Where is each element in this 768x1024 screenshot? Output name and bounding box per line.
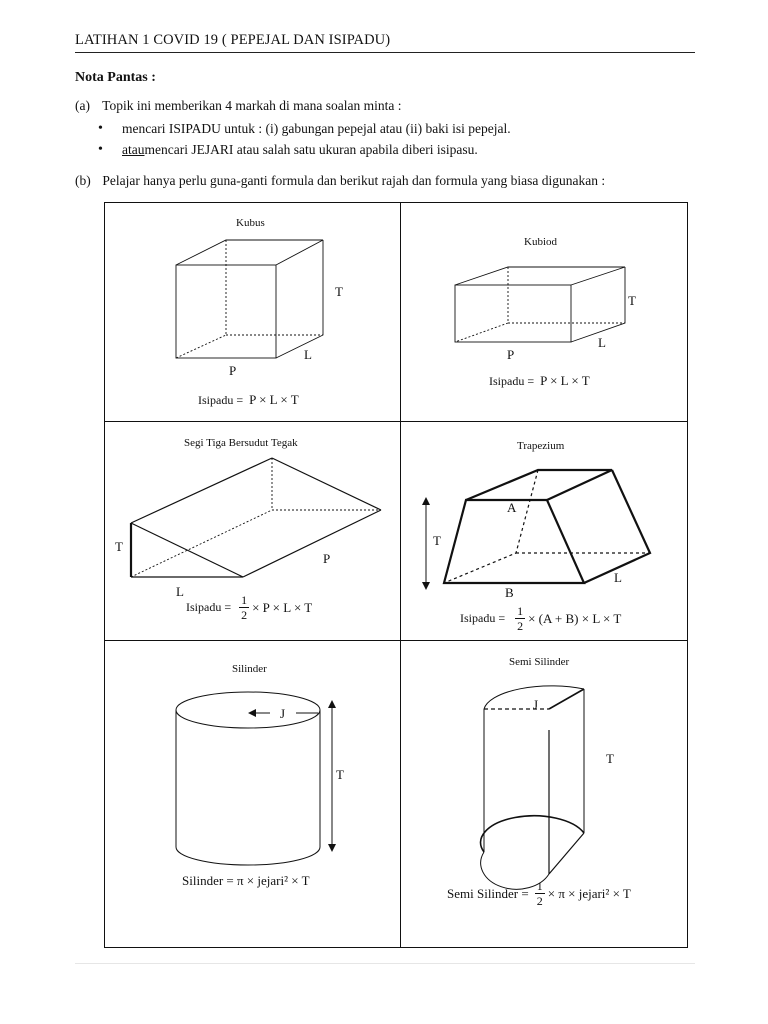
cuboid-title: Kubiod (524, 236, 557, 248)
paragraph-a-label: (a) (75, 98, 90, 113)
bullet-icon: • (98, 120, 103, 136)
semi-cylinder-radius-label: J (533, 697, 539, 712)
semi-cylinder-diagram (481, 686, 584, 889)
fraction-denominator: 2 (517, 619, 524, 633)
fraction (515, 605, 525, 632)
formula-label: Isipadu = (198, 392, 244, 407)
paragraph-a-text: Topik ini memberikan 4 markah di mana soalan minta : (102, 98, 402, 113)
cylinder-diagram (176, 692, 332, 865)
cuboid-height-label: T (628, 293, 636, 308)
cuboid-length-label: P (507, 347, 515, 362)
prism-height-label: T (115, 539, 123, 554)
cube-width-label: L (304, 347, 312, 362)
bullet-icon: • (98, 141, 103, 157)
triangular-prism-title: Segi Tiga Bersudut Tegak (184, 437, 298, 449)
paragraph-b-text: Pelajar hanya perlu guna-ganti formula dan berikut rajah dan formula yang biasa digunakan : (102, 173, 606, 188)
cylinder-title: Silinder (232, 663, 267, 675)
fraction (535, 880, 545, 907)
trapezoid-prism-title: Trapezium (517, 440, 565, 452)
semi-cylinder-title: Semi Silinder (509, 656, 570, 668)
prism-width-label: L (176, 584, 184, 599)
nota-heading: Nota Pantas : (75, 70, 156, 85)
cube-diagram (176, 240, 323, 358)
formula-expression: × (A + B) × L × T (528, 610, 622, 626)
cube-length-label: P (229, 363, 237, 378)
cylinder-height-label: T (336, 767, 344, 782)
trapezoid-top-label: A (507, 500, 517, 515)
cube-title: Kubus (236, 217, 265, 229)
cube-formula (198, 392, 299, 408)
cylinder-radius-label: J (280, 706, 286, 721)
formula-label: Isipadu = (186, 600, 232, 614)
formula-expression: P × L × T (249, 392, 299, 407)
formula-expression: × π × jejari² × T (547, 885, 631, 901)
semi-cylinder-height-label: T (606, 751, 614, 766)
triangular-prism-diagram (131, 458, 381, 577)
trapezoid-prism-diagram (426, 470, 650, 586)
trapezoid-prism-formula (460, 605, 621, 632)
fraction-denominator: 2 (536, 894, 543, 908)
formula-expression: × P × L × T (252, 599, 313, 615)
formula-expression: Silinder = π × jejari² × T (182, 873, 310, 888)
fraction-numerator: 1 (536, 879, 543, 893)
formula-expression: P × L × T (540, 373, 590, 388)
fraction-numerator: 1 (517, 604, 524, 618)
prism-length-label: P (323, 551, 331, 566)
trapezoid-height-label: T (433, 533, 441, 548)
cube-height-label: T (335, 284, 343, 299)
bullet-text: mencari ISIPADU untuk : (i) gabungan pepejal atau (ii) baki isi pepejal. (122, 120, 511, 136)
bullet-prefix: atau (122, 141, 145, 157)
document-title: LATIHAN 1 COVID 19 ( PEPEJAL DAN ISIPADU) (75, 32, 391, 48)
formula-label: Isipadu = (489, 373, 535, 388)
cuboid-diagram (455, 267, 625, 342)
fraction-numerator: 1 (241, 593, 248, 607)
formula-label: Isipadu = (460, 611, 506, 625)
cuboid-width-label: L (598, 335, 606, 350)
triangular-prism-formula (186, 594, 312, 621)
fraction-denominator: 2 (241, 608, 248, 622)
paragraph-b-label: (b) (75, 173, 91, 188)
semi-cylinder-formula (447, 880, 631, 907)
cylinder-formula (182, 873, 310, 889)
trapezoid-bottom-label: B (505, 585, 514, 600)
fraction (239, 594, 249, 621)
footer-divider (75, 963, 695, 964)
bullet-text: mencari JEJARI atau salah satu ukuran apabila diberi isipasu. (144, 141, 478, 157)
trapezoid-length-label: L (614, 570, 622, 585)
cuboid-formula (489, 373, 590, 389)
formula-label: Semi Silinder = (447, 885, 529, 901)
